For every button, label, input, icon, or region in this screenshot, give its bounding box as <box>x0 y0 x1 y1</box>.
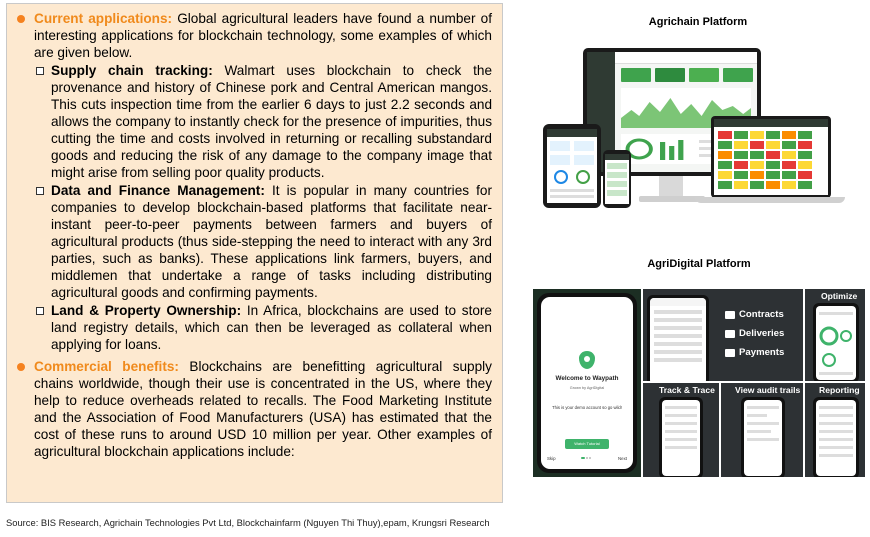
agridigital-image <box>533 289 865 477</box>
feature-contracts: Contracts <box>739 309 784 320</box>
features-tile <box>643 289 803 381</box>
track-trace-phone <box>659 397 703 477</box>
square-bullet-icon <box>36 67 44 75</box>
optimize-tile <box>805 289 865 381</box>
features-phone <box>647 295 709 381</box>
bullet-commercial-benefits <box>17 358 492 460</box>
reporting-phone <box>813 397 859 477</box>
tile-label-audit-trails: View audit trails <box>735 385 801 395</box>
tile-label-optimize: Optimize <box>821 291 858 301</box>
pager-dots <box>581 457 595 460</box>
phone-image <box>603 150 631 208</box>
audit-trails-tile <box>721 383 803 477</box>
skip-link: Skip <box>547 456 556 461</box>
watch-tutorial-button: Watch Tutorial <box>565 439 609 449</box>
sub-heading: Data and Finance Management: <box>51 183 265 198</box>
waypath-logo-icon <box>579 351 595 369</box>
text-panel <box>6 3 503 503</box>
bullet-text: Blockchains are benefitting agricultural supply chains worldwide, though their use is concentrated in the US, where they help to reduce overheads related to recalls. The Food Marketing Institute and the Association of Food Manufacturers (USA) has estimated that the cost of these runs to around USD 10 million per year. Other examples of agricultural blockchain applications include: <box>34 359 492 459</box>
track-trace-tile <box>643 383 719 477</box>
bullet-heading: Current applications: <box>34 11 173 26</box>
sub-bullet-land-property <box>17 302 492 353</box>
audit-trails-phone <box>741 397 785 477</box>
feature-payments: Payments <box>739 347 785 358</box>
welcome-phone <box>537 293 637 473</box>
feature-deliveries: Deliveries <box>739 328 785 339</box>
sub-bullet-data-finance <box>17 182 492 301</box>
truck-icon <box>725 330 735 338</box>
sub-heading: Land & Property Ownership: <box>51 303 242 318</box>
sub-text: In Africa, blockchains are used to store land registry details, which can then be leveraged as collateral when applying for loans. <box>51 303 492 352</box>
card-icon <box>725 349 735 357</box>
welcome-screen-tile <box>533 289 641 477</box>
document-icon <box>725 311 735 319</box>
bullet-dot-icon <box>17 363 25 371</box>
agridigital-caption: AgriDigital Platform <box>647 258 751 270</box>
square-bullet-icon <box>36 307 44 315</box>
sub-heading: Supply chain tracking: <box>51 63 213 78</box>
reporting-tile <box>805 383 865 477</box>
optimize-phone <box>813 303 859 381</box>
welcome-title: Welcome to Waypath <box>555 375 619 382</box>
sub-bullet-supply-chain <box>17 62 492 181</box>
source-note: Source: BIS Research, Agrichain Technologies Pvt Ltd, Blockchainfarm (Nguyen Thi Thuy),epam, Krungsri Research <box>6 517 490 528</box>
bullet-dot-icon <box>17 15 25 23</box>
tablet-image <box>543 124 601 208</box>
square-bullet-icon <box>36 187 44 195</box>
sub-text: It is popular in many countries for companies to develop blockchain-based platforms that facilitate near-instant peer-to-peer payments between farmers and buyers of agricultural products (thus side-stepping the need to interact with any 3rd parties, such as banks). These applications link farmers, buyers, and middlemen that undertake a range of tasks including distributing agricultural goods and confirming payments. <box>51 183 493 300</box>
bullet-heading: Commercial benefits: <box>34 359 179 374</box>
sub-text: Walmart uses blockchain to check the provenance and history of Chinese pork and Central American mangos. This cuts inspection time from the earlier 6 days to just 2.2 seconds and allows the company to instantly check for the presence of impurities, thus cutting the time and costs involved in returning or recalling substandard goods and reducing the risk of any damage to the company image that might arise from selling poor quality products. <box>51 63 493 180</box>
bullet-current-applications <box>17 10 492 61</box>
tile-label-reporting: Reporting <box>819 385 860 395</box>
welcome-subtitle: Grown by AgriDigital <box>569 386 605 390</box>
agrichain-caption: Agrichain Platform <box>648 16 748 28</box>
agrichain-devices-image <box>535 42 865 214</box>
next-link: Next <box>617 456 627 461</box>
bullet-text: Global agricultural leaders have found a number of interesting applications for blockchain technology, some examples of which are given below. <box>34 11 492 60</box>
welcome-description: This is your demo account so go wild! <box>552 405 622 410</box>
laptop-image <box>711 116 831 198</box>
tile-label-track-trace: Track & Trace <box>659 385 715 395</box>
